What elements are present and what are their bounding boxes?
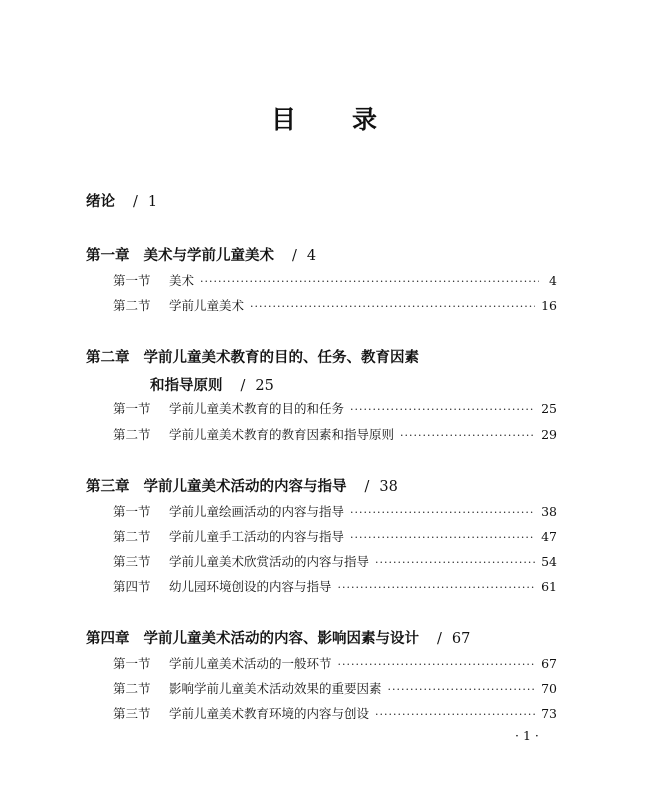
toc-section[interactable]: 第三节 学前儿童美术欣赏活动的内容与指导 ····· 54 [113,552,557,570]
toc-chapter-3[interactable]: 第三章 学前儿童美术活动的内容与指导 / 38 [86,479,398,495]
toc-chapter-1[interactable]: 第一章 美术与学前儿童美术 / 4 [86,248,317,264]
toc-chapter-2[interactable]: 第二章 学前儿童美术教育的目的、任务、教育因素 [86,350,419,366]
toc-intro[interactable]: 绪论 / 1 [86,194,158,210]
toc-chapter-2-continued[interactable]: 和指导原则 / 25 [150,378,274,394]
toc-section[interactable]: 第一节 学前儿童美术活动的一般环节 ····· 67 [113,654,557,672]
toc-chapter-4[interactable]: 第四章 学前儿童美术活动的内容、影响因素与设计 / 67 [86,631,471,647]
toc-section[interactable]: 第二节 学前儿童美术 ····· 16 [113,296,557,314]
toc-section[interactable]: 第一节 美术 ····· 4 [113,271,557,289]
toc-section[interactable]: 第一节 学前儿童美术教育的目的和任务 ····· 25 [113,399,557,417]
toc-section[interactable]: 第二节 学前儿童美术教育的教育因素和指导原则 ····· 29 [113,425,557,443]
toc-section[interactable]: 第一节 学前儿童绘画活动的内容与指导 ····· 38 [113,502,557,520]
toc-section[interactable]: 第四节 幼儿园环境创设的内容与指导 ····· 61 [113,577,557,595]
toc-section[interactable]: 第二节 影响学前儿童美术活动效果的重要因素 ····· 70 [113,679,557,697]
toc-section[interactable]: 第三节 学前儿童美术教育环境的内容与创设 ····· 73 [113,704,557,722]
page-number: · 1 · [515,728,539,743]
toc-section[interactable]: 第二节 学前儿童手工活动的内容与指导 ····· 47 [113,527,557,545]
page-title: 目 录 [270,105,378,134]
